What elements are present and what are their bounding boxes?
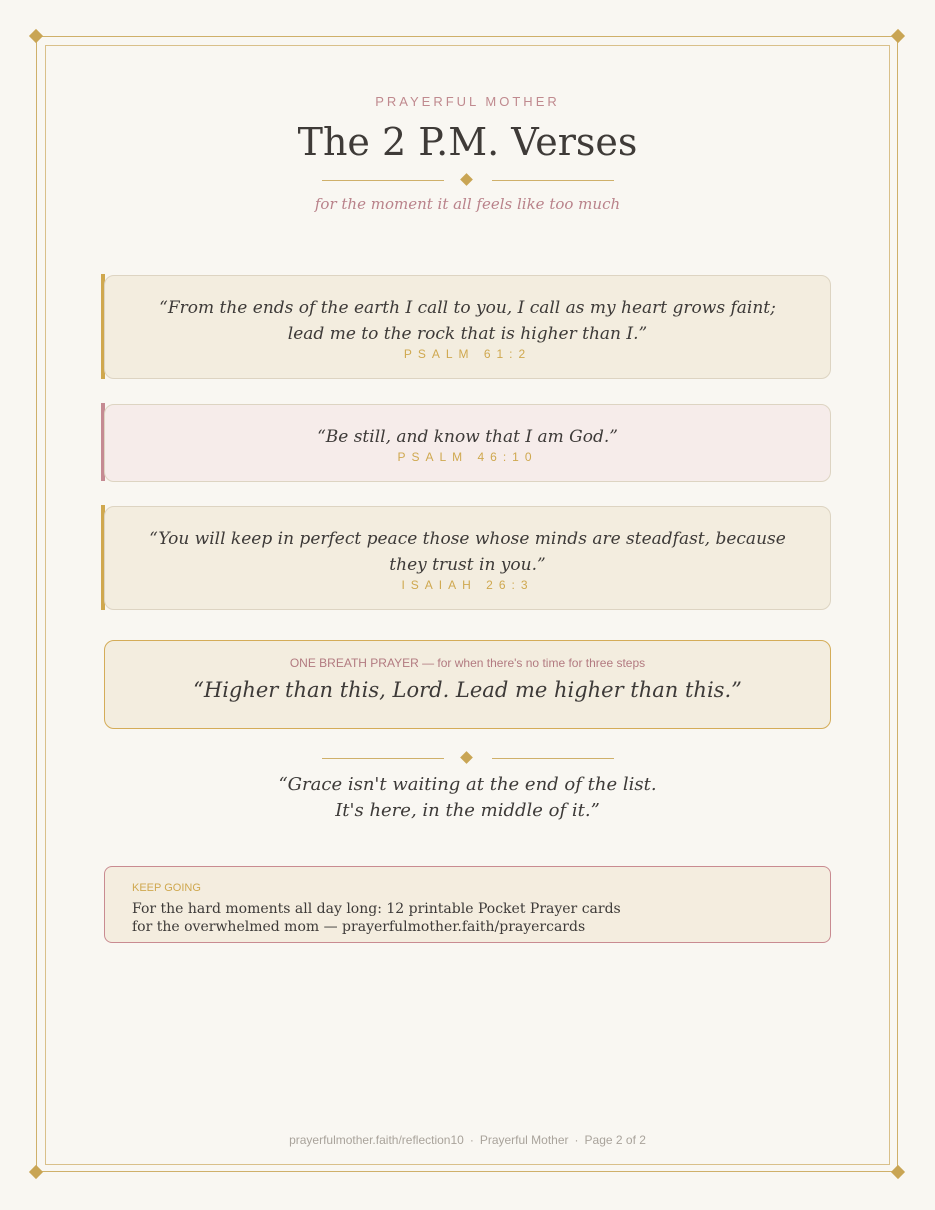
verse-reference: ISAIAH 26:3 bbox=[401, 578, 534, 592]
keep-going-line: For the hard moments all day long: 12 printable Pocket Prayer cards bbox=[132, 901, 621, 917]
verse-text: “From the ends of the earth I call to you, I call as my heart grows faint; lead me to the rock that is higher than I.” bbox=[159, 298, 776, 344]
keep-going-label: KEEP GOING bbox=[132, 882, 201, 894]
verse-reference: PSALM 61:2 bbox=[403, 347, 532, 361]
verse-card bbox=[104, 506, 831, 610]
footer-separator: · bbox=[574, 1133, 579, 1147]
footer-page-number: Page 2 of 2 bbox=[584, 1133, 646, 1147]
footer-url[interactable]: prayerfulmother.faith/reflection10 bbox=[289, 1133, 464, 1147]
keep-going-line[interactable]: for the overwhelmed mom — prayerfulmother.faith/prayercards bbox=[132, 919, 586, 935]
verse-card bbox=[104, 404, 831, 482]
verse-text: “Be still, and know that I am God.” bbox=[317, 427, 618, 447]
ornament-divider bbox=[322, 752, 614, 766]
verse-card bbox=[104, 275, 831, 379]
diamond-icon bbox=[460, 751, 473, 764]
breath-prayer-label: ONE BREATH PRAYER — for when there's no time for three steps bbox=[289, 656, 646, 670]
breath-prayer-box bbox=[104, 640, 831, 729]
verse-reference: PSALM 46:10 bbox=[397, 450, 538, 464]
closing-quote-line: “Grace isn't waiting at the end of the list. bbox=[278, 774, 657, 795]
ornament-divider bbox=[322, 174, 614, 188]
diamond-icon bbox=[460, 173, 473, 186]
brand-label: PRAYERFUL MOTHER bbox=[375, 94, 560, 109]
closing-quote-line: It's here, in the middle of it.” bbox=[335, 800, 600, 821]
page-footer bbox=[0, 1133, 935, 1147]
keep-going-box bbox=[104, 866, 831, 943]
verse-text: “You will keep in perfect peace those whose minds are steadfast, because they trust in you.” bbox=[149, 529, 786, 575]
footer-brand: Prayerful Mother bbox=[479, 1133, 569, 1147]
page-title: The 2 P.M. Verses bbox=[297, 120, 638, 164]
footer-separator: · bbox=[469, 1133, 474, 1147]
breath-prayer-text: “Higher than this, Lord. Lead me higher than this.” bbox=[193, 678, 742, 702]
closing-quote bbox=[0, 772, 935, 824]
keep-going-text bbox=[132, 900, 803, 936]
page-subtitle: for the moment it all feels like too much bbox=[314, 195, 621, 213]
